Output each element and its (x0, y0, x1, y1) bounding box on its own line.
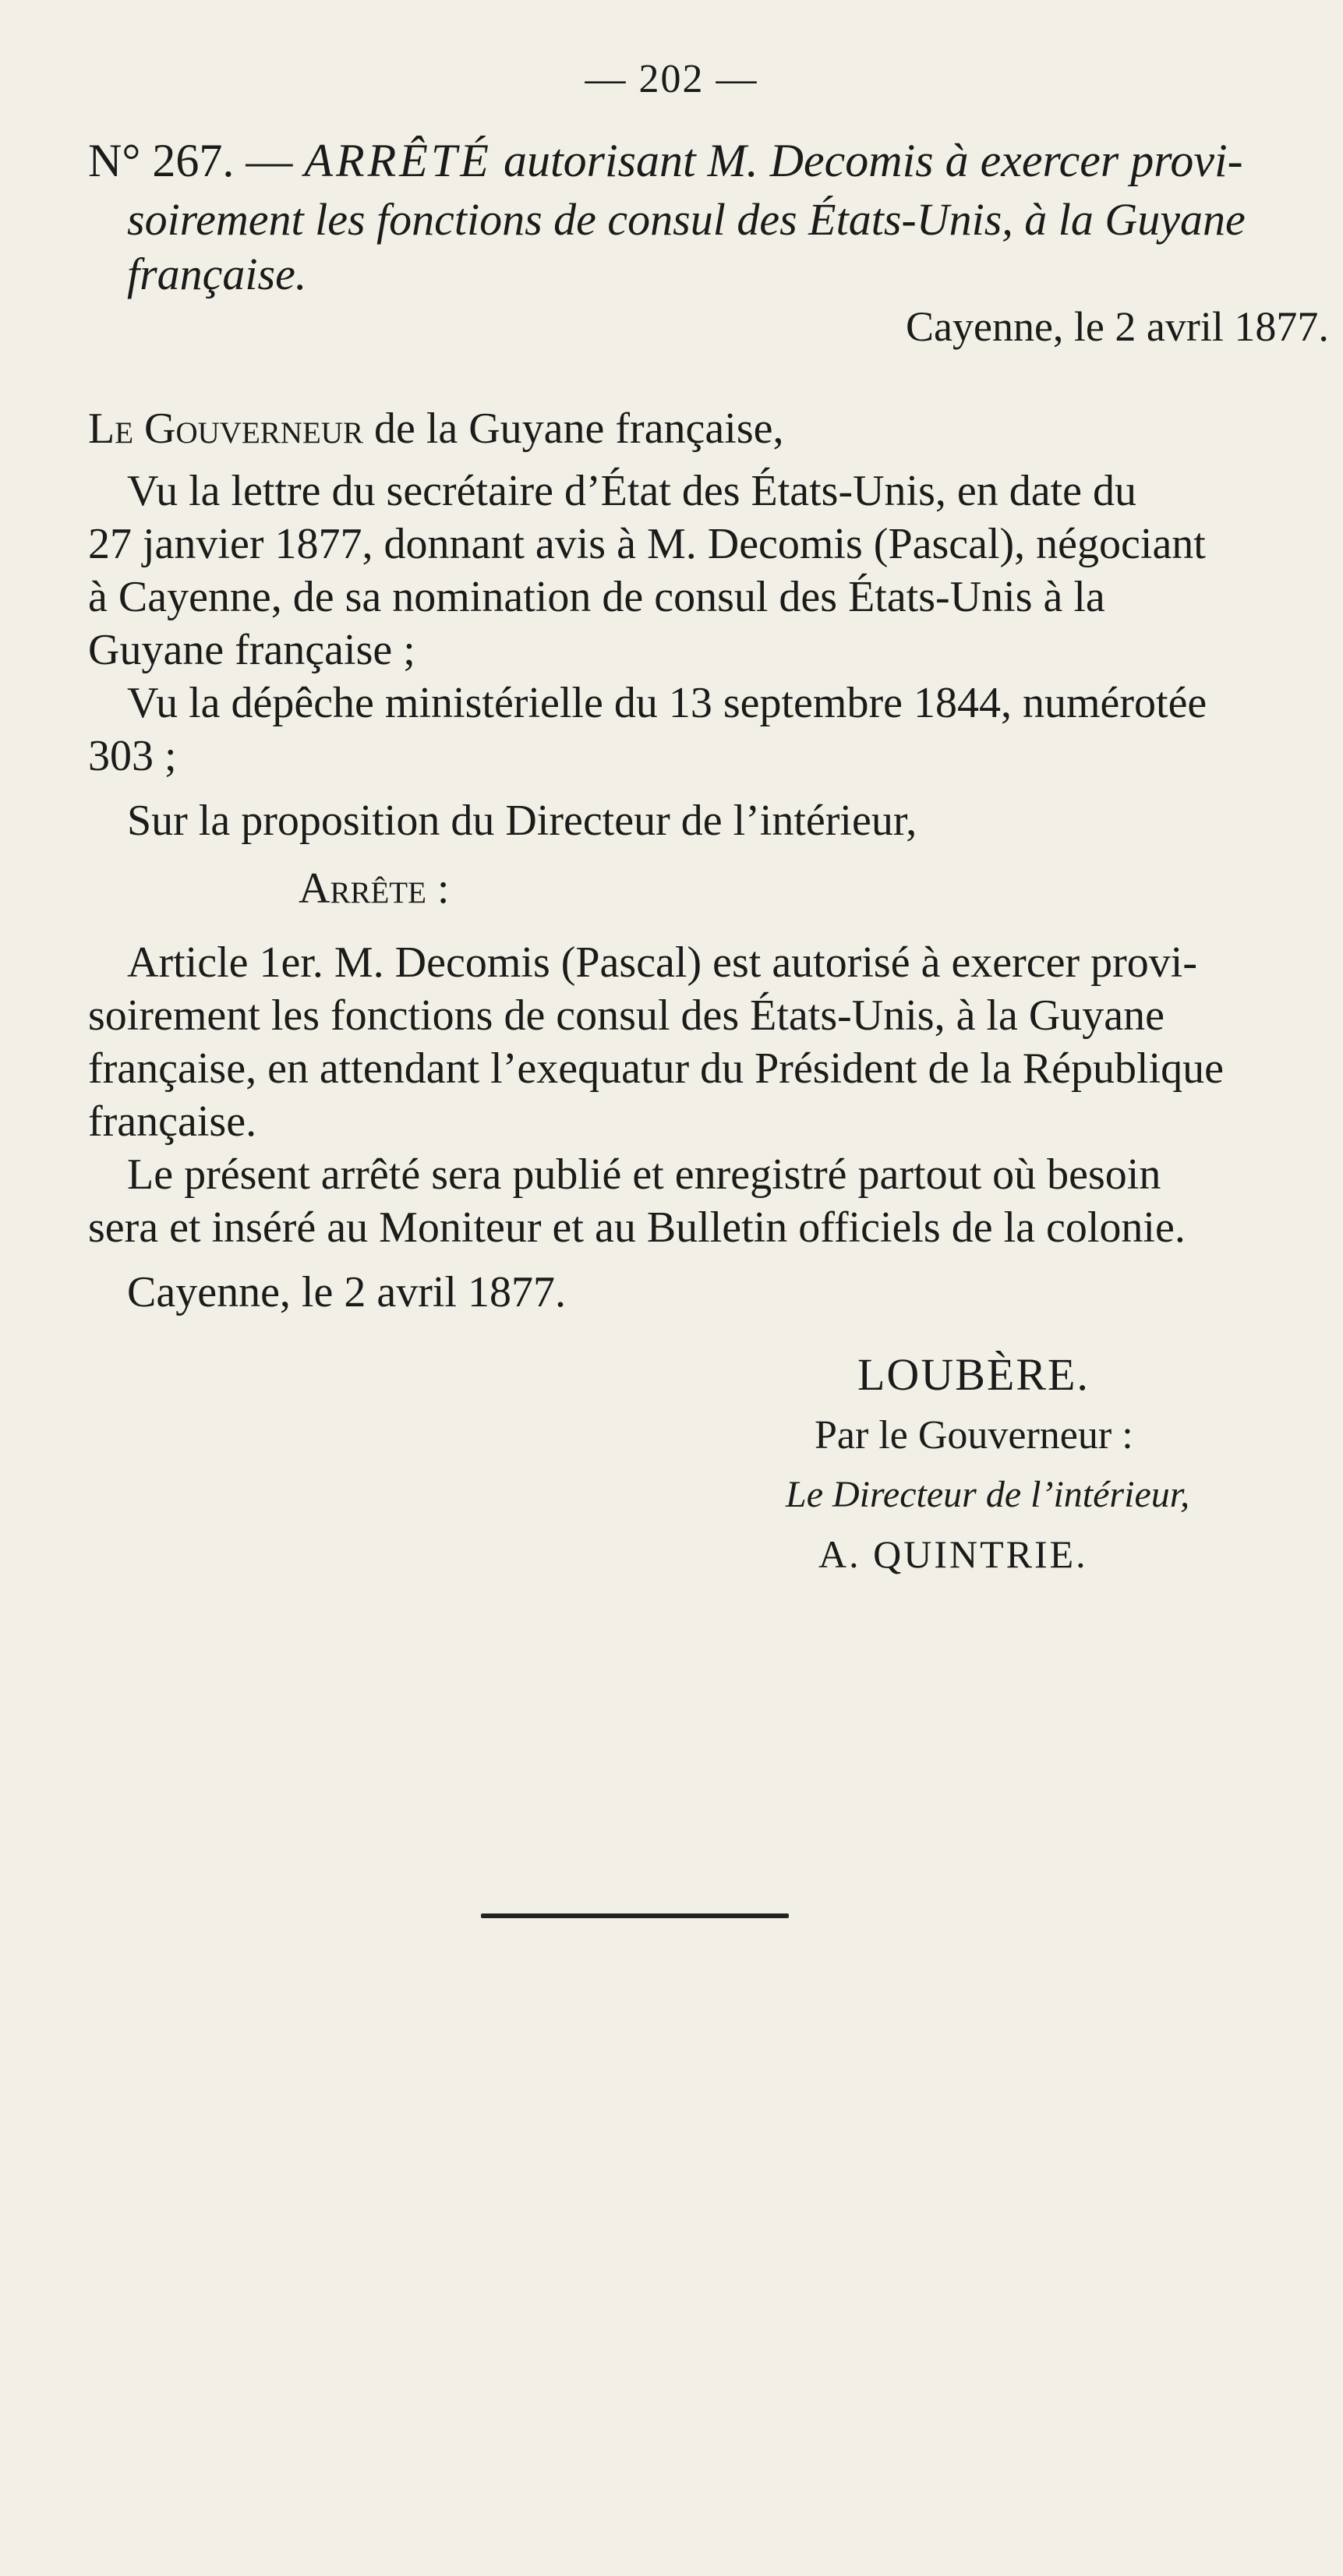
decree-number: N° 267. (88, 135, 235, 186)
governor-rest: de la Guyane française, (362, 405, 784, 453)
article-line: française, en attendant l’exequatur du Président de la République (88, 1044, 1225, 1093)
decree-title-word: ARRÊTÉ (304, 135, 492, 186)
signature-par: Par le Gouverneur : (815, 1413, 1133, 1458)
decree-heading-line-1 (88, 134, 1243, 188)
signature-director-name: A. QUINTRIE. (818, 1532, 1088, 1576)
consideration-line: à Cayenne, de sa nomination de consul des États-Unis à la (88, 573, 1105, 621)
decree-heading-rest: autorisant M. Decomis à exercer provi- (491, 135, 1243, 186)
signature-name: LOUBÈRE. (857, 1349, 1090, 1400)
consideration-line: Vu la dépêche ministérielle du 13 septembre 1844, numérotée (127, 679, 1207, 727)
governor-line (88, 401, 783, 456)
consideration-line: 303 ; (88, 732, 177, 780)
arrete-label: Arrête : (299, 864, 450, 913)
place-date-top: Cayenne, le 2 avril 1877. (906, 303, 1329, 350)
article-line: française. (88, 1097, 257, 1146)
article-line: sera et inséré au Moniteur et au Bulletin officiels de la colonie. (88, 1203, 1186, 1252)
closing-rule (481, 1913, 789, 1918)
governor-smallcaps: Le Gouverneur (88, 405, 363, 453)
decree-dash: — (234, 135, 305, 186)
article-line: soirement les fonctions de consul des États-Unis, à la Guyane (88, 991, 1165, 1040)
decree-heading-line-3: française. (127, 249, 307, 299)
decree-heading-line-2: soirement les fonctions de consul des États-Unis, à la Guyane (127, 194, 1246, 245)
article-place-date: Cayenne, le 2 avril 1877. (127, 1268, 566, 1316)
signature-director-title: Le Directeur de l’intérieur, (786, 1474, 1190, 1515)
consideration-line: 27 janvier 1877, donnant avis à M. Decomis (Pascal), négociant (88, 520, 1206, 568)
consideration-line: Guyane française ; (88, 626, 415, 674)
article-line: Le présent arrêté sera publié et enregistré partout où besoin (127, 1150, 1161, 1199)
consideration-line: Vu la lettre du secrétaire d’État des États-Unis, en date du (127, 467, 1137, 515)
consideration-line: Sur la proposition du Directeur de l’intérieur, (127, 797, 917, 845)
article-line: Article 1er. M. Decomis (Pascal) est autorisé à exercer provi- (127, 938, 1198, 987)
page-number: — 202 — (585, 57, 758, 101)
